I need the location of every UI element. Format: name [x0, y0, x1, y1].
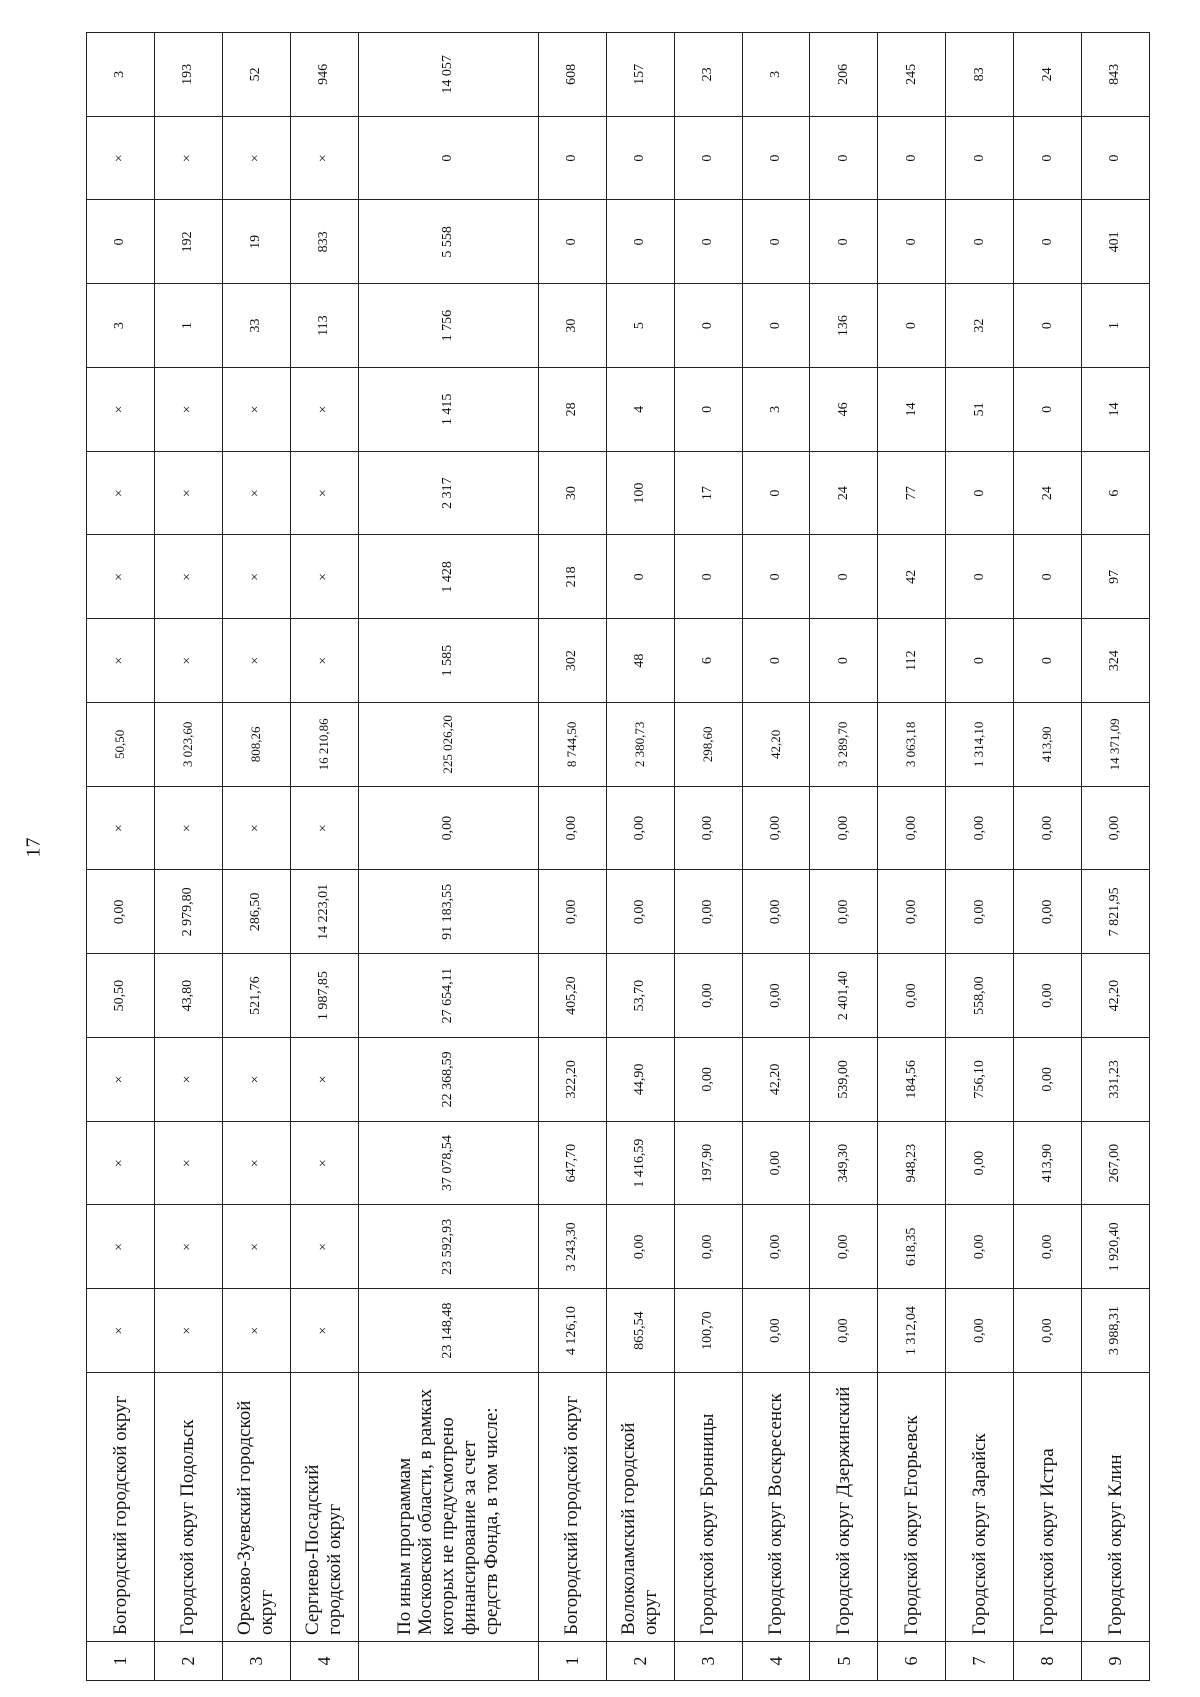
table-cell: 0,00 — [606, 1205, 674, 1289]
table-cell: 0,00 — [946, 786, 1014, 870]
table-cell: 51 — [946, 368, 1014, 452]
district-name: По иным программам Московской области, в рамках которых не предусмотрено финансирование за счет средств Фонда, в том числе: — [358, 1373, 538, 1642]
table-cell: 4 126,10 — [538, 1289, 606, 1373]
table-cell: 833 — [290, 200, 358, 284]
table-cell: 3 063,18 — [878, 703, 946, 787]
table-cell: × — [87, 786, 155, 870]
table-cell: 0 — [1082, 116, 1150, 200]
table-cell: 8 744,50 — [538, 703, 606, 787]
table-cell: 0,00 — [810, 786, 878, 870]
table-cell: × — [154, 116, 222, 200]
table-cell: 2 380,73 — [606, 703, 674, 787]
district-name: Богородский городской округ — [87, 1373, 155, 1642]
table-cell: × — [87, 116, 155, 200]
table-cell: × — [222, 619, 290, 703]
table-cell: 193 — [154, 33, 222, 117]
table-cell: × — [290, 1038, 358, 1122]
district-name: Волоколамский городской округ — [606, 1373, 674, 1642]
table-cell: 30 — [538, 284, 606, 368]
table-cell: 0,00 — [1014, 1289, 1082, 1373]
table-cell: 0 — [946, 200, 1014, 284]
table-cell: 558,00 — [946, 954, 1014, 1038]
table-cell: 27 654,11 — [358, 954, 538, 1038]
table-cell: 23 592,93 — [358, 1205, 538, 1289]
table-cell: 0 — [742, 200, 810, 284]
table-cell: 0,00 — [358, 786, 538, 870]
table-cell: 0,00 — [878, 870, 946, 954]
table-cell: 0,00 — [946, 1205, 1014, 1289]
district-name: Сергиево-Посадский городской округ — [290, 1373, 358, 1642]
row-number — [358, 1642, 538, 1681]
table-cell: 946 — [290, 33, 358, 117]
table-cell: 184,56 — [878, 1038, 946, 1122]
table-cell: 157 — [606, 33, 674, 117]
table-cell: 0,00 — [1014, 1038, 1082, 1122]
table-row — [674, 33, 742, 1681]
table-cell: 0 — [606, 116, 674, 200]
district-name: Городской округ Истра — [1014, 1373, 1082, 1642]
table-cell: 1 — [154, 284, 222, 368]
table-cell: 0,00 — [810, 1289, 878, 1373]
table-cell: 3 243,30 — [538, 1205, 606, 1289]
table-cell: 267,00 — [1082, 1121, 1150, 1205]
table-cell: 50,50 — [87, 703, 155, 787]
table-cell: 218 — [538, 535, 606, 619]
table-cell: 0,00 — [606, 786, 674, 870]
table-cell: 0,00 — [1082, 786, 1150, 870]
table-cell: 97 — [1082, 535, 1150, 619]
table-cell: × — [87, 535, 155, 619]
table-cell: 0 — [1014, 368, 1082, 452]
table-cell: 0 — [606, 200, 674, 284]
table-cell: 1 756 — [358, 284, 538, 368]
table-cell: 1 920,40 — [1082, 1205, 1150, 1289]
table-row — [810, 33, 878, 1681]
table-cell: 0,00 — [742, 954, 810, 1038]
table-cell: 5 558 — [358, 200, 538, 284]
row-number: 3 — [222, 1642, 290, 1681]
table-cell: 0,00 — [810, 1205, 878, 1289]
table-cell: 0,00 — [674, 1038, 742, 1122]
table-cell: 77 — [878, 451, 946, 535]
table-cell: × — [222, 368, 290, 452]
table-cell: 14 057 — [358, 33, 538, 117]
table-row — [946, 33, 1014, 1681]
table-cell: 0 — [1014, 619, 1082, 703]
table-cell: 50,50 — [87, 954, 155, 1038]
table-cell: 22 368,59 — [358, 1038, 538, 1122]
table-cell: × — [290, 619, 358, 703]
district-name: Городской округ Воскресенск — [742, 1373, 810, 1642]
table-cell: 0 — [87, 200, 155, 284]
table-cell: 0,00 — [878, 786, 946, 870]
table-row — [222, 33, 290, 1681]
table-cell: 0,00 — [1014, 870, 1082, 954]
table-cell: × — [222, 535, 290, 619]
table-cell: × — [87, 619, 155, 703]
table-cell: × — [87, 451, 155, 535]
table-cell: 53,70 — [606, 954, 674, 1038]
table-cell: 23 — [674, 33, 742, 117]
table-cell: × — [290, 368, 358, 452]
table-cell: 0,00 — [674, 1205, 742, 1289]
table-row — [154, 33, 222, 1681]
table-cell: 0 — [674, 368, 742, 452]
table-cell: 0,00 — [1014, 1205, 1082, 1289]
table-cell: × — [222, 1205, 290, 1289]
table-cell: 44,90 — [606, 1038, 674, 1122]
table-cell: 0 — [810, 619, 878, 703]
table-cell: 0 — [878, 200, 946, 284]
table-cell: 52 — [222, 33, 290, 117]
table-cell: 0,00 — [674, 954, 742, 1038]
table-cell: 0 — [810, 200, 878, 284]
table-cell: × — [154, 619, 222, 703]
table-cell: 0 — [878, 284, 946, 368]
table-cell: 14 223,01 — [290, 870, 358, 954]
table-cell: 948,23 — [878, 1121, 946, 1205]
table-cell: 37 078,54 — [358, 1121, 538, 1205]
table-cell: 4 — [606, 368, 674, 452]
table-cell: 100 — [606, 451, 674, 535]
table-cell: 413,90 — [1014, 703, 1082, 787]
table-cell: 0,00 — [742, 1205, 810, 1289]
table-cell: 3 — [87, 33, 155, 117]
table-cell: 0 — [674, 284, 742, 368]
table-cell: 83 — [946, 33, 1014, 117]
table-cell: 843 — [1082, 33, 1150, 117]
table-cell: × — [222, 116, 290, 200]
table-row — [538, 33, 606, 1681]
table-cell: 0,00 — [946, 1121, 1014, 1205]
table-cell: × — [154, 535, 222, 619]
table-cell: 6 — [674, 619, 742, 703]
table-cell: 0,00 — [87, 870, 155, 954]
table-cell: 0,00 — [1014, 786, 1082, 870]
table-cell: × — [290, 535, 358, 619]
table-cell: 2 401,40 — [810, 954, 878, 1038]
table-cell: 0 — [1014, 284, 1082, 368]
table-cell: 136 — [810, 284, 878, 368]
table-row — [1014, 33, 1082, 1681]
row-number: 4 — [742, 1642, 810, 1681]
table-cell: 0 — [606, 535, 674, 619]
table-cell: × — [87, 368, 155, 452]
table-cell: 1 314,10 — [946, 703, 1014, 787]
table-cell: 0 — [742, 619, 810, 703]
table-cell: × — [222, 1289, 290, 1373]
row-number: 4 — [290, 1642, 358, 1681]
table-cell: × — [154, 1121, 222, 1205]
table-cell: × — [154, 786, 222, 870]
table-cell: 401 — [1082, 200, 1150, 284]
table-cell: 0 — [946, 451, 1014, 535]
table-cell: 28 — [538, 368, 606, 452]
row-number: 6 — [878, 1642, 946, 1681]
table-cell: 0,00 — [674, 870, 742, 954]
row-number: 8 — [1014, 1642, 1082, 1681]
row-number: 1 — [87, 1642, 155, 1681]
table-cell: 0 — [946, 619, 1014, 703]
table-cell: 112 — [878, 619, 946, 703]
row-number: 2 — [154, 1642, 222, 1681]
table-cell: 0,00 — [878, 954, 946, 1038]
table-cell: 1 — [1082, 284, 1150, 368]
table-cell: 0,00 — [606, 870, 674, 954]
table-row — [742, 33, 810, 1681]
district-name: Орехово-Зуевский городской округ — [222, 1373, 290, 1642]
table-cell: 0 — [810, 116, 878, 200]
table-cell: 2 317 — [358, 451, 538, 535]
table-cell: × — [154, 1205, 222, 1289]
table-cell: 331,23 — [1082, 1038, 1150, 1122]
table-cell: 30 — [538, 451, 606, 535]
table-cell: 0 — [674, 116, 742, 200]
district-name: Городской округ Зарайск — [946, 1373, 1014, 1642]
table-cell: 0,00 — [946, 870, 1014, 954]
district-name: Городской округ Подольск — [154, 1373, 222, 1642]
rotated-table-container — [86, 32, 1150, 1681]
table-cell: 113 — [290, 284, 358, 368]
table-cell: 42,20 — [1082, 954, 1150, 1038]
table-cell: 6 — [1082, 451, 1150, 535]
table-cell: 24 — [1014, 33, 1082, 117]
table-cell: × — [290, 1289, 358, 1373]
table-cell: 2 979,80 — [154, 870, 222, 954]
table-cell: 24 — [1014, 451, 1082, 535]
table-cell: 48 — [606, 619, 674, 703]
table-cell: × — [290, 116, 358, 200]
table-cell: 539,00 — [810, 1038, 878, 1122]
table-cell: × — [222, 1038, 290, 1122]
table-cell: 19 — [222, 200, 290, 284]
table-cell: × — [154, 451, 222, 535]
table-cell: 23 148,48 — [358, 1289, 538, 1373]
table-cell: × — [290, 1121, 358, 1205]
table-cell: 7 821,95 — [1082, 870, 1150, 954]
row-number: 5 — [810, 1642, 878, 1681]
table-cell: 3 — [87, 284, 155, 368]
table-cell: × — [222, 786, 290, 870]
table-cell: 14 — [878, 368, 946, 452]
table-cell: 0 — [742, 451, 810, 535]
district-name: Богородский городской округ — [538, 1373, 606, 1642]
table-cell: 618,35 — [878, 1205, 946, 1289]
table-cell: 0 — [358, 116, 538, 200]
table-cell: 0 — [742, 284, 810, 368]
table-cell: 1 416,59 — [606, 1121, 674, 1205]
district-name: Городской округ Егорьевск — [878, 1373, 946, 1642]
table-cell: × — [290, 451, 358, 535]
table-cell: 225 026,20 — [358, 703, 538, 787]
table-cell: 0 — [878, 116, 946, 200]
table-cell: 42,20 — [742, 703, 810, 787]
table-cell: 0,00 — [538, 786, 606, 870]
data-table — [86, 32, 1150, 1681]
table-cell: 0,00 — [742, 870, 810, 954]
table-cell: 286,50 — [222, 870, 290, 954]
table-cell: × — [87, 1121, 155, 1205]
table-cell: × — [87, 1289, 155, 1373]
table-cell: × — [154, 1038, 222, 1122]
table-cell: 1 987,85 — [290, 954, 358, 1038]
table-cell: 46 — [810, 368, 878, 452]
table-row — [87, 33, 155, 1681]
district-name: Городской округ Клин — [1082, 1373, 1150, 1642]
table-cell: 42,20 — [742, 1038, 810, 1122]
table-cell: 298,60 — [674, 703, 742, 787]
table-row — [358, 33, 538, 1681]
table-cell: 0,00 — [742, 1121, 810, 1205]
table-cell: 0,00 — [674, 786, 742, 870]
table-cell: 1 415 — [358, 368, 538, 452]
table-row — [290, 33, 358, 1681]
table-cell: 0 — [1014, 116, 1082, 200]
row-number: 1 — [538, 1642, 606, 1681]
table-cell: 0 — [742, 116, 810, 200]
table-cell: 100,70 — [674, 1289, 742, 1373]
table-cell: 865,54 — [606, 1289, 674, 1373]
table-cell: 0,00 — [742, 786, 810, 870]
table-cell: 91 183,55 — [358, 870, 538, 954]
table-cell: 0,00 — [810, 870, 878, 954]
page-number: 17 — [22, 837, 45, 858]
table-cell: × — [290, 786, 358, 870]
table-cell: 0 — [538, 200, 606, 284]
table-cell: 1 585 — [358, 619, 538, 703]
table-cell: 14 — [1082, 368, 1150, 452]
table-cell: 413,90 — [1014, 1121, 1082, 1205]
table-cell: × — [87, 1205, 155, 1289]
table-cell: 0 — [742, 535, 810, 619]
table-cell: 5 — [606, 284, 674, 368]
row-number: 2 — [606, 1642, 674, 1681]
table-cell: 0 — [674, 200, 742, 284]
table-cell: × — [87, 1038, 155, 1122]
table-cell: 324 — [1082, 619, 1150, 703]
table-cell: × — [154, 368, 222, 452]
table-cell: 0,00 — [1014, 954, 1082, 1038]
table-cell: 647,70 — [538, 1121, 606, 1205]
table-cell: 3 988,31 — [1082, 1289, 1150, 1373]
table-cell: 0 — [1014, 535, 1082, 619]
table-cell: 0 — [810, 535, 878, 619]
table-cell: 3 — [742, 33, 810, 117]
table-cell: 33 — [222, 284, 290, 368]
table-cell: 0,00 — [538, 870, 606, 954]
table-cell: 349,30 — [810, 1121, 878, 1205]
table-cell: × — [222, 451, 290, 535]
table-cell: 0 — [1014, 200, 1082, 284]
table-cell: 3 — [742, 368, 810, 452]
table-cell: 32 — [946, 284, 1014, 368]
district-name: Городской округ Дзержинский — [810, 1373, 878, 1642]
table-cell: 197,90 — [674, 1121, 742, 1205]
table-cell: 24 — [810, 451, 878, 535]
table-cell: 3 023,60 — [154, 703, 222, 787]
table-row — [1082, 33, 1150, 1681]
table-cell: 808,26 — [222, 703, 290, 787]
table-cell: 16 210,86 — [290, 703, 358, 787]
table-row — [606, 33, 674, 1681]
table-row — [878, 33, 946, 1681]
table-cell: × — [154, 1289, 222, 1373]
row-number: 9 — [1082, 1642, 1150, 1681]
table-cell: 405,20 — [538, 954, 606, 1038]
table-cell: 608 — [538, 33, 606, 117]
row-number: 3 — [674, 1642, 742, 1681]
table-cell: 1 312,04 — [878, 1289, 946, 1373]
table-cell: 302 — [538, 619, 606, 703]
table-cell: 42 — [878, 535, 946, 619]
table-cell: 0 — [674, 535, 742, 619]
table-cell: 1 428 — [358, 535, 538, 619]
table-cell: 206 — [810, 33, 878, 117]
table-cell: 192 — [154, 200, 222, 284]
district-name: Городской округ Бронницы — [674, 1373, 742, 1642]
row-number: 7 — [946, 1642, 1014, 1681]
table-cell: 0,00 — [946, 1289, 1014, 1373]
table-cell: × — [222, 1121, 290, 1205]
table-cell: 245 — [878, 33, 946, 117]
table-cell: 14 371,09 — [1082, 703, 1150, 787]
table-cell: 17 — [674, 451, 742, 535]
table-cell: × — [290, 1205, 358, 1289]
table-cell: 0 — [946, 116, 1014, 200]
table-cell: 521,76 — [222, 954, 290, 1038]
table-cell: 0,00 — [742, 1289, 810, 1373]
table-cell: 43,80 — [154, 954, 222, 1038]
table-cell: 3 289,70 — [810, 703, 878, 787]
table-cell: 0 — [946, 535, 1014, 619]
table-cell: 756,10 — [946, 1038, 1014, 1122]
table-cell: 322,20 — [538, 1038, 606, 1122]
table-cell: 0 — [538, 116, 606, 200]
